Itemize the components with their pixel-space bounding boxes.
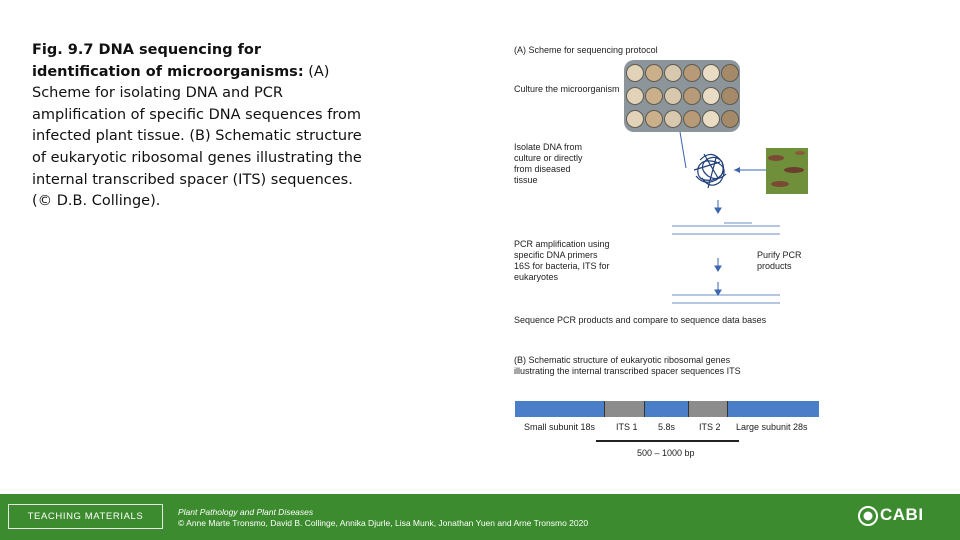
infected-leaf-image	[766, 148, 808, 194]
petri-dish	[722, 65, 739, 82]
caption-body: (A) Scheme for isolating DNA and PCR amplification of specific DNA sequences from infected plant tissue. (B) Schematic structure of eukaryotic ribosomal genes illustrating the internal transcribed spacer (ITS) sequences. (© D.B. Collinge).	[32, 63, 362, 210]
petri-dish	[665, 88, 682, 105]
petri-dish	[646, 65, 663, 82]
segment-small-subunit	[515, 401, 605, 417]
petri-dish	[627, 65, 644, 82]
diagonal-arrow	[680, 132, 686, 168]
footer-credit	[178, 507, 588, 529]
down-arrow-1	[715, 200, 721, 213]
isolate-line-2: culture or directly	[514, 153, 583, 163]
petri-dish	[722, 88, 739, 105]
pcr-line-2: specific DNA primers	[514, 250, 598, 260]
teaching-materials-label: TEACHING MATERIALS	[8, 504, 163, 529]
segment-divider	[644, 401, 645, 417]
pcr-line-1: PCR amplification using	[514, 239, 610, 249]
protocol-graphics	[600, 120, 820, 320]
petri-dish	[703, 65, 720, 82]
authors-line: © Anne Marte Tronsmo, David B. Collinge, Annika Djurle, Lisa Munk, Jonathan Yuen and Arne Tronsmo 2020	[178, 518, 589, 528]
book-title: Plant Pathology and Plant Diseases	[178, 507, 314, 517]
step-pcr-label	[514, 239, 610, 283]
petri-dish	[684, 88, 701, 105]
segment-its2	[689, 401, 728, 417]
segment-large-subunit	[728, 401, 819, 417]
pcr-line-4: eukaryotes	[514, 272, 559, 282]
label-its2: ITS 2	[699, 422, 721, 432]
dna-tangle-icon	[694, 154, 726, 188]
leaf-arrow-head	[734, 167, 740, 173]
segment-5-8s	[645, 401, 689, 417]
step-culture-label: Culture the microorganism	[514, 84, 620, 94]
segment-divider	[727, 401, 728, 417]
scale-label: 500 – 1000 bp	[637, 448, 695, 458]
scale-bar	[596, 440, 739, 442]
segment-its1	[605, 401, 645, 417]
footer-bar	[0, 494, 960, 540]
down-arrow-3	[715, 282, 721, 295]
down-arrow-2	[715, 258, 721, 271]
isolate-line-1: Isolate DNA from	[514, 142, 583, 152]
step-sequence-label: Sequence PCR products and compare to sequence data bases	[514, 315, 767, 325]
cabi-logo[interactable]	[858, 504, 932, 528]
petri-dish	[684, 65, 701, 82]
segment-divider	[604, 401, 605, 417]
petri-dish	[665, 65, 682, 82]
petri-dish	[703, 88, 720, 105]
isolate-line-3: from diseased	[514, 164, 571, 174]
part-b-line-1: (B) Schematic structure of eukaryotic ribosomal genes	[514, 355, 731, 365]
isolate-line-4: tissue	[514, 175, 538, 185]
petri-dish	[646, 88, 663, 105]
cabi-logo-icon	[858, 506, 878, 526]
purify-line-2: products	[757, 261, 792, 271]
segment-divider	[688, 401, 689, 417]
purify-line-1: Purify PCR	[757, 250, 802, 260]
step-isolate-label	[514, 142, 583, 186]
caption-heading: Fig. 9.7 DNA sequencing for identification of microorganisms:	[32, 42, 304, 80]
step-purify-label	[757, 250, 802, 272]
petri-dish	[627, 88, 644, 105]
label-small-subunit: Small subunit 18s	[524, 422, 596, 432]
label-large-subunit: Large subunit 28s	[736, 422, 808, 432]
label-5-8s: 5.8s	[658, 422, 676, 432]
scheme-title: (A) Scheme for sequencing protocol	[514, 45, 658, 55]
figure-caption	[32, 40, 362, 213]
cabi-logo-text: CABI	[880, 505, 924, 524]
pcr-line-3: 16S for bacteria, ITS for	[514, 261, 610, 271]
part-b-title	[514, 355, 741, 377]
label-its1: ITS 1	[616, 422, 638, 432]
part-b-line-2: illustrating the internal transcribed spacer sequences ITS	[514, 366, 741, 376]
